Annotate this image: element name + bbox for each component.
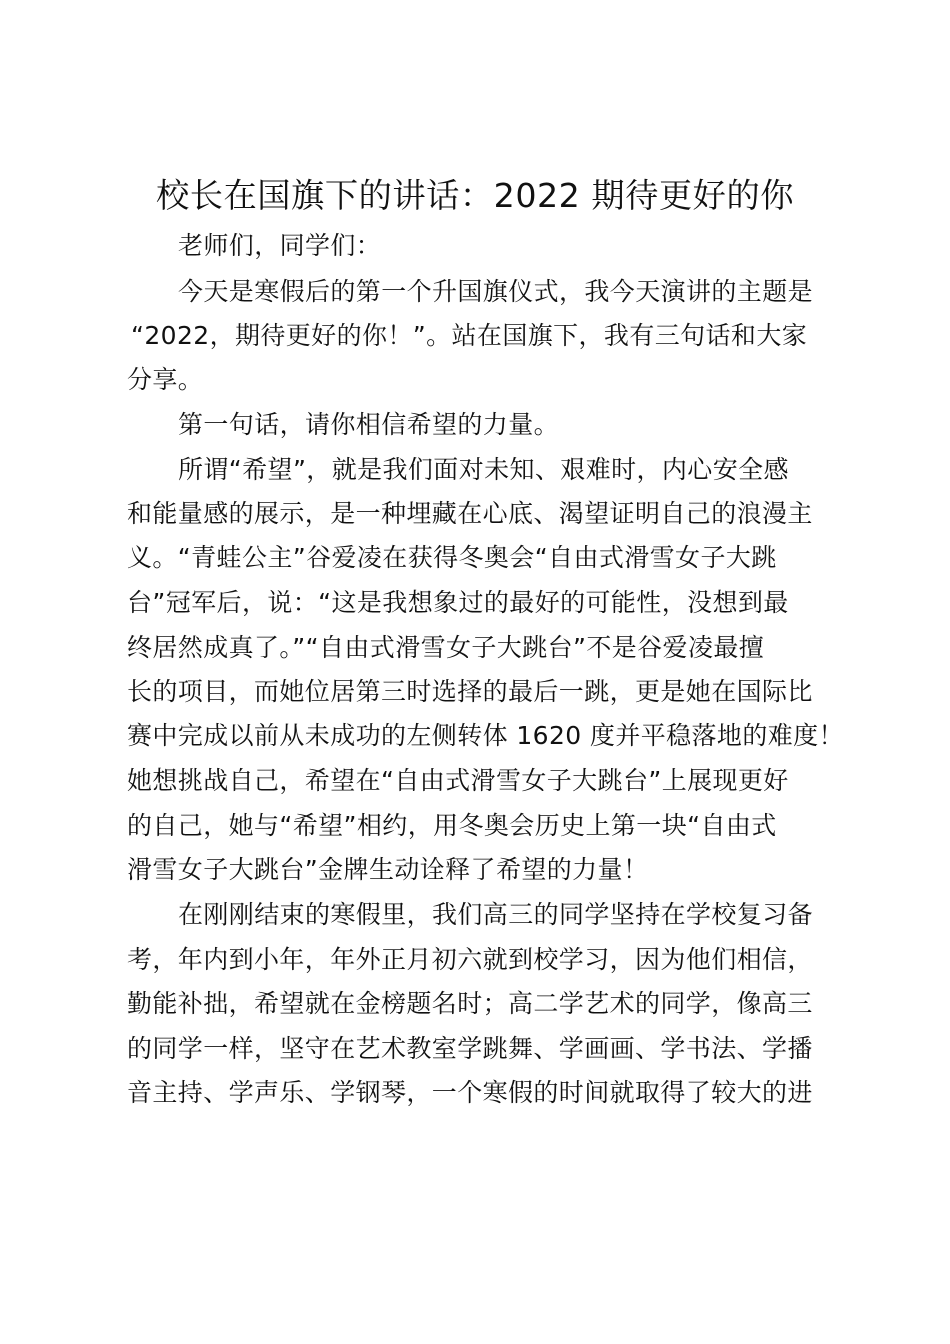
paragraph-line: 义。“青蛙公主”谷爱凌在获得冬奥会“自由式滑雪女子大跳: [127, 543, 777, 572]
paragraph-line: 所谓“希望”，就是我们面对未知、艰难时，内心安全感: [178, 455, 789, 484]
document-title: 校长在国旗下的讲话：2022 期待更好的你: [156, 176, 794, 215]
paragraph-line: 台”冠军后，说：“这是我想象过的最好的可能性，没想到最: [127, 588, 789, 617]
paragraph-line: 在刚刚结束的寒假里，我们高三的同学坚持在学校复习备: [178, 900, 814, 929]
paragraph-line: 她想挑战自己，希望在“自由式滑雪女子大跳台”上展现更好: [127, 766, 789, 795]
paragraph-line: 音主持、学声乐、学钢琴，一个寒假的时间就取得了较大的进: [127, 1078, 813, 1107]
paragraph-line: 老师们，同学们：: [178, 231, 382, 260]
paragraph-line: 终居然成真了。”“自由式滑雪女子大跳台”不是谷爱凌最擅: [127, 633, 765, 662]
paragraph-line: 第一句话，请你相信希望的力量。: [178, 410, 560, 439]
paragraph-line: 和能量感的展示，是一种埋藏在心底、渴望证明自己的浪漫主: [127, 499, 813, 528]
paragraph-line: 今天是寒假后的第一个升国旗仪式，我今天演讲的主题是: [178, 277, 814, 306]
paragraph-line: 滑雪女子大跳台”金牌生动诠释了希望的力量！: [127, 855, 649, 884]
paragraph-line: 勤能补拙，希望就在金榜题名时；高二学艺术的同学，像高三: [127, 989, 813, 1018]
paragraph-line: 的自己，她与“希望”相约，用冬奥会历史上第一块“自由式: [127, 811, 777, 840]
paragraph-line: 的同学一样，坚守在艺术教室学跳舞、学画画、学书法、学播: [127, 1034, 813, 1063]
paragraph-line: “2022，期待更好的你！”。站在国旗下，我有三句话和大家: [131, 321, 808, 350]
paragraph-line: 赛中完成以前从未成功的左侧转体 1620 度并平稳落地的难度！: [127, 721, 844, 750]
paragraph-line: 考，年内到小年，年外正月初六就到校学习，因为他们相信，: [127, 945, 813, 974]
paragraph-line: 长的项目，而她位居第三时选择的最后一跳，更是她在国际比: [127, 677, 813, 706]
paragraph-line: 分享。: [127, 365, 204, 394]
